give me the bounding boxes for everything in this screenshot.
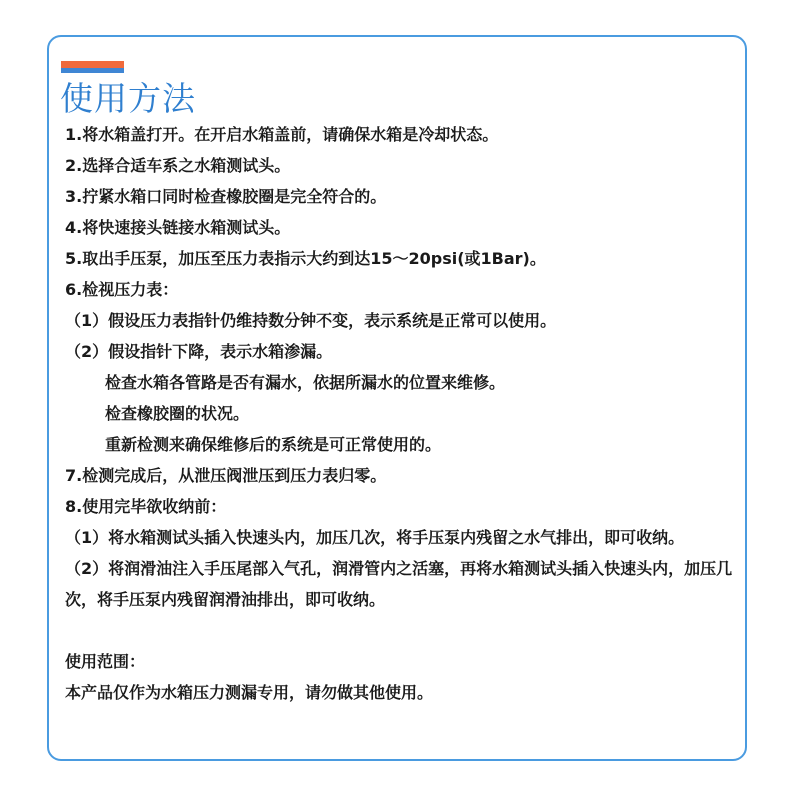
scope-text: 本产品仅作为水箱压力测漏专用，请勿做其他使用。: [65, 683, 434, 702]
step-5: 5.取出手压泵，加压至压力表指示大约到达15～20psi(或1Bar)。: [65, 249, 546, 268]
step-1: 1.将水箱盖打开。在开启水箱盖前，请确保水箱是冷却状态。: [65, 125, 499, 144]
step-6-detail-3: 重新检测来确保维修后的系统是可正常使用的。: [105, 435, 442, 454]
step-6-sub-1: （1）假设压力表指针仍维持数分钟不变，表示系统是正常可以使用。: [65, 311, 557, 330]
step-8: 8.使用完毕欲收纳前：: [65, 497, 227, 516]
step-4: 4.将快速接头链接水箱测试头。: [65, 218, 291, 237]
title-accent-bar: [61, 61, 124, 73]
step-8-sub-1: （1）将水箱测试头插入快速头内，加压几次，将手压泵内残留之水气排出，即可收纳。: [65, 528, 685, 547]
scope-heading: 使用范围：: [65, 652, 146, 671]
instruction-content: [65, 119, 733, 708]
step-7: 7.检测完成后，从泄压阀泄压到压力表归零。: [65, 466, 387, 485]
step-6-sub-2: （2）假设指针下降，表示水箱渗漏。: [65, 342, 333, 361]
step-8-sub-2: （2）将润滑油注入手压尾部入气孔，润滑管内之活塞，再将水箱测试头插入快速头内，加压几次，将手压泵内残留润滑油排出，即可收纳。: [65, 559, 733, 609]
step-2: 2.选择合适车系之水箱测试头。: [65, 156, 291, 175]
step-6-detail-2: 检查橡胶圈的状况。: [105, 404, 250, 423]
spacer: [65, 615, 733, 646]
section-title: 使用方法: [60, 79, 196, 118]
step-6-detail-1: 检查水箱各管路是否有漏水，依据所漏水的位置来维修。: [105, 373, 506, 392]
step-6: 6.检视压力表：: [65, 280, 179, 299]
step-3: 3.拧紧水箱口同时检查橡胶圈是完全符合的。: [65, 187, 387, 206]
